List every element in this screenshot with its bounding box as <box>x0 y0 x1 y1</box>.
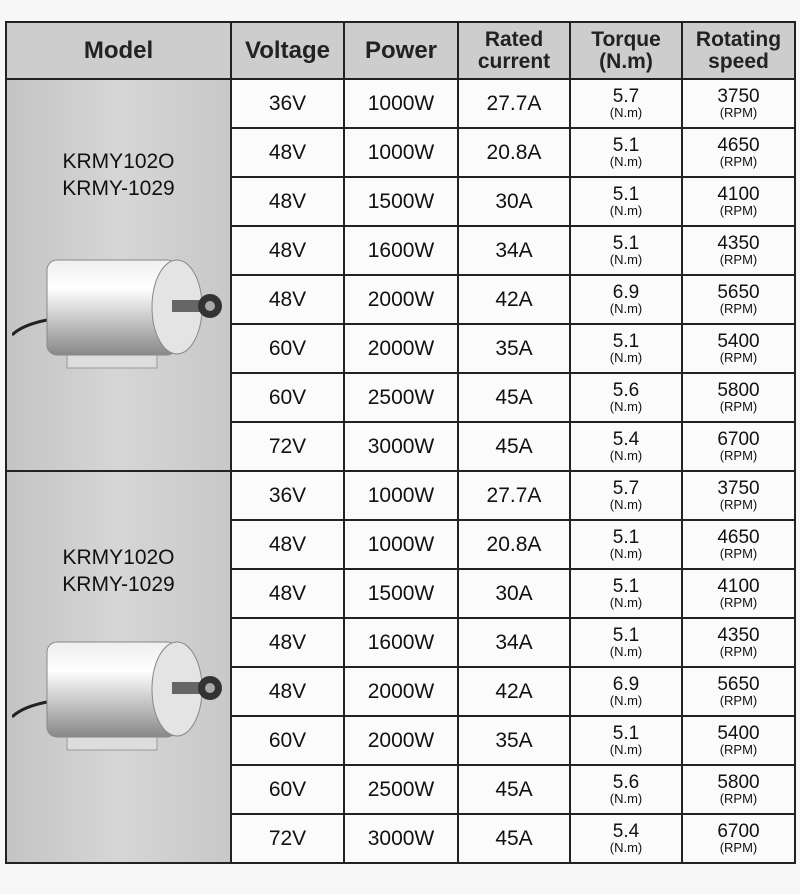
torque-unit: (N.m) <box>609 398 643 414</box>
torque-unit: (N.m) <box>609 790 643 806</box>
power-cell: 2500W <box>344 373 458 422</box>
power-cell: 3000W <box>344 422 458 471</box>
speed-cell <box>682 618 795 667</box>
torque-cell <box>570 716 682 765</box>
speed-unit: (RPM) <box>719 251 758 267</box>
torque-cell <box>570 618 682 667</box>
speed-value: 3750 <box>717 85 760 107</box>
speed-cell <box>682 226 795 275</box>
voltage-cell: 36V <box>231 79 344 128</box>
torque-unit: (N.m) <box>609 839 643 855</box>
voltage-cell: 48V <box>231 275 344 324</box>
torque-unit: (N.m) <box>609 545 643 561</box>
power-cell: 2500W <box>344 765 458 814</box>
torque-cell <box>570 373 682 422</box>
torque-value: 6.9 <box>612 673 640 695</box>
voltage-cell: 48V <box>231 177 344 226</box>
torque-value: 5.6 <box>612 771 640 793</box>
current-cell: 35A <box>458 324 570 373</box>
spec-table <box>5 21 796 864</box>
torque-value: 5.7 <box>612 85 640 107</box>
current-cell: 30A <box>458 569 570 618</box>
speed-cell <box>682 667 795 716</box>
torque-unit: (N.m) <box>609 153 643 169</box>
torque-cell <box>570 569 682 618</box>
speed-unit: (RPM) <box>719 153 758 169</box>
speed-value: 4100 <box>717 575 760 597</box>
torque-unit: (N.m) <box>609 251 643 267</box>
current-cell: 27.7A <box>458 79 570 128</box>
voltage-cell: 60V <box>231 765 344 814</box>
speed-cell <box>682 373 795 422</box>
header-torque: Torque (N.m) <box>570 22 682 79</box>
torque-value: 6.9 <box>612 281 640 303</box>
speed-unit: (RPM) <box>719 496 758 512</box>
torque-unit: (N.m) <box>609 202 643 218</box>
header-model: Model <box>6 22 231 79</box>
power-cell: 1600W <box>344 226 458 275</box>
speed-value: 5650 <box>717 673 760 695</box>
torque-value: 5.1 <box>612 232 640 254</box>
speed-value: 4650 <box>717 134 760 156</box>
voltage-cell: 60V <box>231 373 344 422</box>
power-cell: 3000W <box>344 814 458 863</box>
power-cell: 1000W <box>344 79 458 128</box>
voltage-cell: 72V <box>231 422 344 471</box>
torque-unit: (N.m) <box>609 447 643 463</box>
speed-unit: (RPM) <box>719 300 758 316</box>
speed-value: 5400 <box>717 330 760 352</box>
torque-value: 5.1 <box>612 330 640 352</box>
torque-cell <box>570 520 682 569</box>
speed-value: 4350 <box>717 624 760 646</box>
torque-unit: (N.m) <box>609 104 643 120</box>
speed-unit: (RPM) <box>719 104 758 120</box>
speed-value: 4350 <box>717 232 760 254</box>
speed-cell <box>682 814 795 863</box>
torque-cell <box>570 226 682 275</box>
power-cell: 2000W <box>344 275 458 324</box>
speed-cell <box>682 324 795 373</box>
power-cell: 1500W <box>344 569 458 618</box>
current-cell: 34A <box>458 618 570 667</box>
speed-cell <box>682 177 795 226</box>
voltage-cell: 60V <box>231 716 344 765</box>
voltage-cell: 48V <box>231 667 344 716</box>
torque-unit: (N.m) <box>609 741 643 757</box>
torque-value: 5.1 <box>612 183 640 205</box>
model-cell <box>6 471 231 863</box>
current-cell: 20.8A <box>458 128 570 177</box>
torque-value: 5.4 <box>612 428 640 450</box>
speed-unit: (RPM) <box>719 594 758 610</box>
power-cell: 1000W <box>344 520 458 569</box>
voltage-cell: 48V <box>231 226 344 275</box>
current-cell: 42A <box>458 275 570 324</box>
torque-cell <box>570 471 682 520</box>
current-cell: 34A <box>458 226 570 275</box>
header-rated-current: Rated current <box>458 22 570 79</box>
speed-unit: (RPM) <box>719 545 758 561</box>
speed-cell <box>682 520 795 569</box>
speed-cell <box>682 422 795 471</box>
model-name: KRMY-1029 <box>62 573 175 596</box>
voltage-cell: 48V <box>231 569 344 618</box>
torque-cell <box>570 79 682 128</box>
torque-cell <box>570 667 682 716</box>
torque-value: 5.7 <box>612 477 640 499</box>
model-name: KRMY-1029 <box>62 177 175 200</box>
speed-unit: (RPM) <box>719 202 758 218</box>
speed-cell <box>682 128 795 177</box>
current-cell: 35A <box>458 716 570 765</box>
torque-unit: (N.m) <box>609 692 643 708</box>
voltage-cell: 48V <box>231 128 344 177</box>
speed-value: 5400 <box>717 722 760 744</box>
voltage-cell: 72V <box>231 814 344 863</box>
torque-cell <box>570 422 682 471</box>
voltage-cell: 36V <box>231 471 344 520</box>
torque-value: 5.6 <box>612 379 640 401</box>
torque-value: 5.1 <box>612 722 640 744</box>
current-cell: 30A <box>458 177 570 226</box>
torque-cell <box>570 324 682 373</box>
speed-value: 4650 <box>717 526 760 548</box>
current-cell: 27.7A <box>458 471 570 520</box>
torque-cell <box>570 814 682 863</box>
header-power: Power <box>344 22 458 79</box>
current-cell: 45A <box>458 814 570 863</box>
current-cell: 20.8A <box>458 520 570 569</box>
voltage-cell: 48V <box>231 618 344 667</box>
header-voltage: Voltage <box>231 22 344 79</box>
model-cell <box>6 79 231 471</box>
power-cell: 1000W <box>344 128 458 177</box>
speed-value: 5650 <box>717 281 760 303</box>
power-cell: 1000W <box>344 471 458 520</box>
current-cell: 45A <box>458 422 570 471</box>
torque-unit: (N.m) <box>609 643 643 659</box>
torque-cell <box>570 765 682 814</box>
speed-value: 5800 <box>717 771 760 793</box>
current-cell: 45A <box>458 373 570 422</box>
speed-unit: (RPM) <box>719 643 758 659</box>
speed-value: 6700 <box>717 820 760 842</box>
model-name: KRMY102O <box>62 546 175 569</box>
power-cell: 2000W <box>344 716 458 765</box>
torque-unit: (N.m) <box>609 594 643 610</box>
table-row <box>6 79 795 128</box>
voltage-cell: 60V <box>231 324 344 373</box>
speed-value: 4100 <box>717 183 760 205</box>
header-row <box>6 22 795 79</box>
speed-unit: (RPM) <box>719 790 758 806</box>
speed-unit: (RPM) <box>719 398 758 414</box>
speed-value: 5800 <box>717 379 760 401</box>
header-rotating-speed: Rotating speed <box>682 22 795 79</box>
torque-value: 5.1 <box>612 526 640 548</box>
torque-value: 5.4 <box>612 820 640 842</box>
speed-cell <box>682 79 795 128</box>
speed-cell <box>682 765 795 814</box>
power-cell: 1600W <box>344 618 458 667</box>
power-cell: 2000W <box>344 667 458 716</box>
speed-cell <box>682 716 795 765</box>
torque-cell <box>570 177 682 226</box>
speed-cell <box>682 275 795 324</box>
speed-unit: (RPM) <box>719 839 758 855</box>
speed-unit: (RPM) <box>719 349 758 365</box>
current-cell: 45A <box>458 765 570 814</box>
power-cell: 2000W <box>344 324 458 373</box>
speed-unit: (RPM) <box>719 447 758 463</box>
speed-value: 6700 <box>717 428 760 450</box>
speed-cell <box>682 471 795 520</box>
speed-cell <box>682 569 795 618</box>
motor-image <box>12 240 227 380</box>
torque-unit: (N.m) <box>609 349 643 365</box>
current-cell: 42A <box>458 667 570 716</box>
torque-value: 5.1 <box>612 624 640 646</box>
voltage-cell: 48V <box>231 520 344 569</box>
motor-image <box>12 622 227 762</box>
model-name: KRMY102O <box>62 150 175 173</box>
torque-cell <box>570 275 682 324</box>
torque-unit: (N.m) <box>609 496 643 512</box>
torque-value: 5.1 <box>612 575 640 597</box>
torque-cell <box>570 128 682 177</box>
table-row <box>6 471 795 520</box>
speed-value: 3750 <box>717 477 760 499</box>
torque-unit: (N.m) <box>609 300 643 316</box>
torque-value: 5.1 <box>612 134 640 156</box>
power-cell: 1500W <box>344 177 458 226</box>
speed-unit: (RPM) <box>719 692 758 708</box>
speed-unit: (RPM) <box>719 741 758 757</box>
